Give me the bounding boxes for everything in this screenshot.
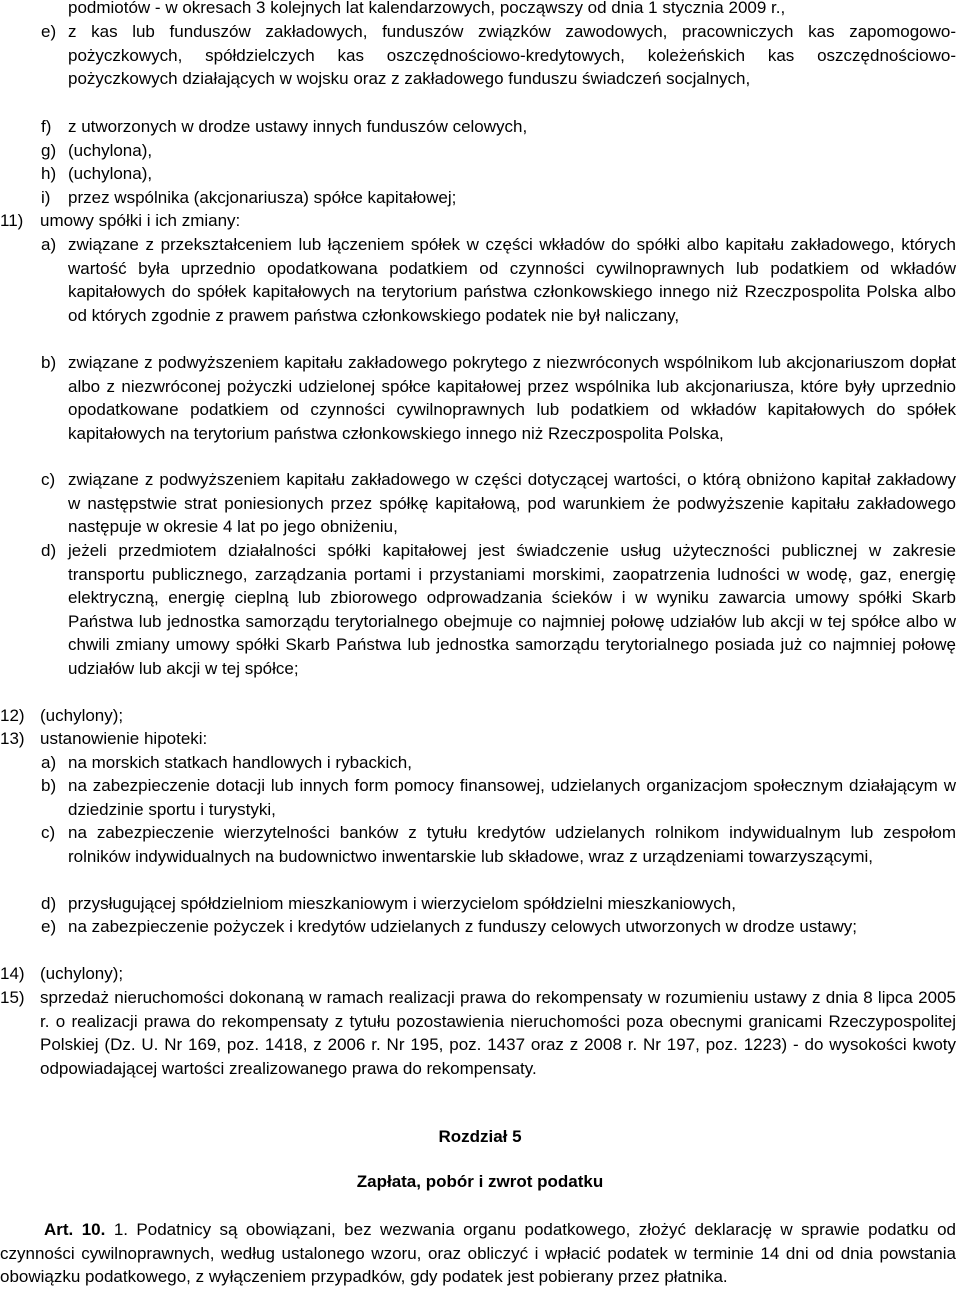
item-label: i) (41, 188, 51, 207)
item-text: na zabezpieczenie dotacji lub innych form pomocy finansowej, udzielanych organizacjom społecznym działającym w dziedzinie sportu i turystyki, (68, 776, 956, 819)
item-label: b) (41, 776, 57, 795)
point-label: 12) (0, 706, 25, 725)
article-label: Art. 10. (44, 1220, 106, 1239)
item-label: a) (41, 753, 57, 772)
item-text: na zabezpieczenie wierzytelności banków z tytułu kredytów udzielanych rolnikom indywidualnym lub zespołom rolników indywidualnych na budownictwo inwentarskie lub składowe, wraz z urządzeniami towarzyszącymi, (68, 823, 956, 866)
item-text: z kas lub funduszów zakładowych, funduszów związków zawodowych, pracowniczych kas zapomogowo-pożyczkowych, spółdzielczych kas oszczędnościowo-kredytowych, koleżeńskich kas oszczędnościowo-pożyczkowych działających w wojsku oraz z zakładowego funduszu świadczeń socjalnych, (68, 22, 956, 88)
article-text: 1. Podatnicy są obowiązani, bez wezwania organu podatkowego, złożyć deklarację w sprawie podatku od czynności cywilnoprawnych, według ustalonego wzoru, oraz obliczyć i wpłacić podatek w terminie 14 dni od dnia powstania obowiązku podatkowego, z wyłączeniem przypadków, gdy podatek jest pobierany przez płatnika. (0, 1220, 956, 1286)
intro-line: podmiotów - w okresach 3 kolejnych lat kalendarzowych, począwszy od dnia 1 stycznia 2009 r., (68, 0, 786, 17)
item-text: przysługującej spółdzielniom mieszkaniowym i wierzycielom spółdzielni mieszkaniowych, (68, 894, 736, 913)
item-label: e) (41, 22, 57, 41)
item-text: na zabezpieczenie pożyczek i kredytów udzielanych z funduszy celowych utworzonych w drodze ustawy; (68, 917, 858, 936)
item-text: związane z podwyższeniem kapitału zakładowego pokrytego z niezwróconych wspólnikom lub akcjonariuszom dopłat albo z niezwróconej pożyczki udzielonej spółce kapitałowej przez wspólnika lub akcjonariusza, które były uprzednio opodatkowane podatkiem od czynności cywilnoprawnych lub podatkiem od wkładów kapitałowych do spółek kapitałowych na terytorium państwa członkowskiego innego niż Rzeczpospolita Polska, (68, 353, 956, 443)
item-label: f) (41, 117, 52, 136)
point-text: ustanowienie hipoteki: (40, 729, 208, 748)
point-label: 11) (0, 211, 24, 230)
item-label: g) (41, 141, 57, 160)
point-text: (uchylony); (40, 706, 124, 725)
item-label: c) (41, 470, 56, 489)
point-label: 15) (0, 988, 25, 1007)
item-label: b) (41, 353, 57, 372)
chapter-subtitle: Zapłata, pobór i zwrot podatku (356, 1172, 604, 1191)
chapter-title: Rozdział 5 (438, 1127, 522, 1146)
point-text: (uchylony); (40, 964, 124, 983)
item-label: d) (41, 541, 57, 560)
item-label: c) (41, 823, 56, 842)
point-text: umowy spółki i ich zmiany: (40, 211, 241, 230)
item-label: e) (41, 917, 57, 936)
item-text: z utworzonych w drodze ustawy innych funduszów celowych, (68, 117, 528, 136)
article-10 (0, 1218, 956, 1289)
point-label: 14) (0, 964, 25, 983)
item-text: związane z podwyższeniem kapitału zakładowego w części dotyczącej wartości, o którą obniżono kapitał zakładowy w następstwie strat poniesionych przez spółkę kapitałową, pod warunkiem że podwyższenie kapitału zakładowego następuje w okresie 4 lat po jego obniżeniu, (68, 470, 956, 536)
item-label: h) (41, 164, 57, 183)
item-text: jeżeli przedmiotem działalności spółki kapitałowej jest świadczenie usług użyteczności publicznej w zakresie transportu publicznego, zarządzania portami i przystaniami morskimi, zaopatrzenia ludności w wodę, gaz, energię elektryczną, energię cieplną lub zbiorowego odprowadzania ścieków i w wyniku zawarcia umowy spółki Skarb Państwa lub jednostka samorządu terytorialnego obejmuje co najmniej połowę udziałów lub akcji w tej spółce albo w chwili zmiany umowy spółki Skarb Państwa lub jednostka samorządu terytorialnego posiada już co najmniej połowę udziałów lub akcji w tej spółce; (68, 541, 956, 678)
item-text: (uchylona), (68, 164, 153, 183)
point-label: 13) (0, 729, 25, 748)
item-text: (uchylona), (68, 141, 153, 160)
item-text: związane z przekształceniem lub łączeniem spółek w części wkładów do spółki albo kapitału zakładowego, których wartość była uprzednio opodatkowana podatkiem od czynności cywilnoprawnych lub podatkiem od wkładów kapitałowych do spółek kapitałowych na terytorium państwa członkowskiego innego niż Rzeczpospolita Polska albo od których zgodnie z prawem państwa członkowskiego podatek nie był naliczany, (68, 235, 956, 325)
item-text: na morskich statkach handlowych i rybackich, (68, 753, 412, 772)
point-text: sprzedaż nieruchomości dokonaną w ramach realizacji prawa do rekompensaty w rozumieniu ustawy z dnia 8 lipca 2005 r. o realizacji prawa do rekompensaty z tytułu pozostawienia nieruchomości poza obecnymi granicami Rzeczypospolitej Polskiej (Dz. U. Nr 169, poz. 1418, z 2006 r. Nr 195, poz. 1437 oraz z 2008 r. Nr 197, poz. 1223) - do wysokości kwoty odpowiadającej wartości zrealizowanego prawa do rekompensaty. (40, 988, 956, 1078)
item-label: a) (41, 235, 57, 254)
item-text: przez wspólnika (akcjonariusza) spółce kapitałowej; (68, 188, 457, 207)
item-label: d) (41, 894, 57, 913)
